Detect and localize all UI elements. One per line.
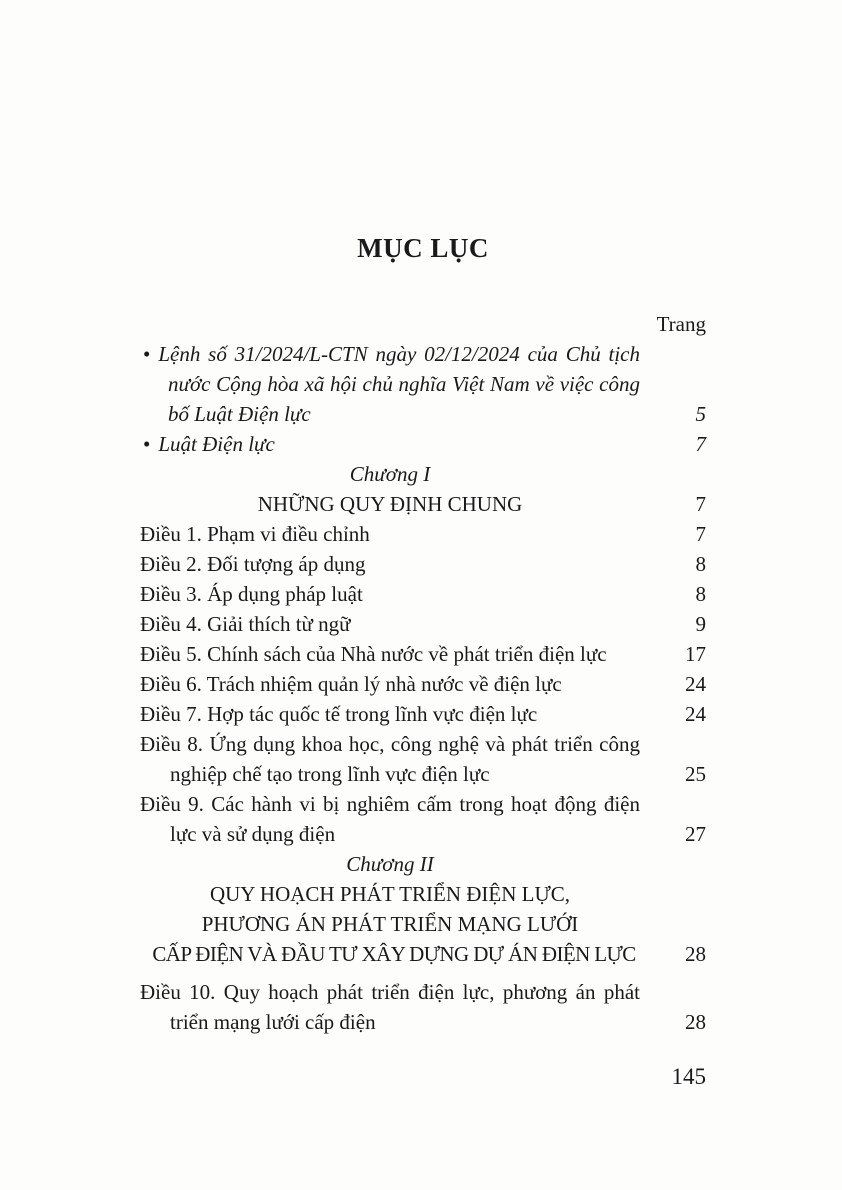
toc-entry <box>140 609 706 639</box>
toc-entry-label: Luật Điện lực <box>158 432 275 456</box>
toc-entry <box>140 429 706 459</box>
toc-entry-page: 24 <box>685 702 706 726</box>
bullet-marker: • <box>143 342 151 366</box>
toc-entry <box>140 339 706 429</box>
toc-entry-text <box>140 339 640 429</box>
footer-page-number: 145 <box>671 1064 706 1089</box>
toc-entry-page: 8 <box>695 582 706 606</box>
toc-entry-text: PHƯƠNG ÁN PHÁT TRIỂN MẠNG LƯỚI <box>201 912 579 936</box>
toc-entry-page: 25 <box>685 762 706 786</box>
toc-chapter-title <box>140 939 706 969</box>
page-title: MỤC LỤC <box>357 233 489 263</box>
toc-entry-text: Điều 8. Ứng dụng khoa học, công nghệ và phát triển công nghiệp chế tạo trong lĩnh vực điện lực <box>140 732 640 786</box>
toc-entry-text: CẤP ĐIỆN VÀ ĐẦU TƯ XÂY DỰNG DỰ ÁN ĐIỆN LỰC <box>152 942 636 966</box>
toc-entry-label: Lệnh số 31/2024/L-CTN ngày 02/12/2024 của Chủ tịch nước Cộng hòa xã hội chủ nghĩa Việt Nam về việc công bố Luật Điện lực <box>158 342 640 426</box>
toc-chapter-title <box>140 489 706 519</box>
toc-entry-page: 9 <box>695 612 706 636</box>
toc-entry-text <box>140 429 640 459</box>
toc-entry-page: 8 <box>695 552 706 576</box>
toc-entry-page: 24 <box>685 672 706 696</box>
toc-entry-text: QUY HOẠCH PHÁT TRIỂN ĐIỆN LỰC, <box>209 882 571 906</box>
toc-entry <box>140 579 706 609</box>
toc-entry <box>140 639 706 669</box>
toc-entry-page: 27 <box>685 822 706 846</box>
toc-entry <box>140 549 706 579</box>
toc-content <box>140 233 706 1037</box>
toc-entry-text: Điều 2. Đối tượng áp dụng <box>140 552 366 576</box>
toc-entry-text: Chương II <box>346 852 434 876</box>
bullet-marker: • <box>143 432 151 456</box>
toc-entry-page: 17 <box>685 642 706 666</box>
toc-entry-text: Điều 5. Chính sách của Nhà nước về phát triển điện lực <box>140 642 607 666</box>
toc-entry-text: Điều 6. Trách nhiệm quản lý nhà nước về điện lực <box>140 672 562 696</box>
toc-entry <box>140 977 706 1037</box>
toc-entry-text: Điều 9. Các hành vi bị nghiêm cấm trong hoạt động điện lực và sử dụng điện <box>140 792 640 846</box>
toc-entry-text: Chương I <box>349 462 431 486</box>
toc-entry-text: Điều 10. Quy hoạch phát triển điện lực, phương án phát triển mạng lưới cấp điện <box>140 980 640 1034</box>
toc-chapter-label <box>140 459 706 489</box>
toc-entry-text: Điều 7. Hợp tác quốc tế trong lĩnh vực điện lực <box>140 702 538 726</box>
toc-list <box>140 339 706 1037</box>
toc-chapter-title <box>140 879 706 909</box>
toc-entry <box>140 729 706 789</box>
toc-entry <box>140 669 706 699</box>
page-column-header: Trang <box>656 312 706 336</box>
toc-chapter-label <box>140 849 706 879</box>
toc-entry <box>140 789 706 849</box>
toc-entry-page: 28 <box>685 942 706 966</box>
toc-entry-page: 5 <box>695 402 706 426</box>
toc-entry-page: 28 <box>685 1010 706 1034</box>
toc-entry-page: 7 <box>695 492 706 516</box>
toc-entry-page: 7 <box>695 432 706 456</box>
toc-entry-page: 7 <box>695 522 706 546</box>
toc-entry-text: Điều 4. Giải thích từ ngữ <box>140 612 351 636</box>
toc-entry-text: Điều 3. Áp dụng pháp luật <box>140 582 363 606</box>
toc-entry-text: Điều 1. Phạm vi điều chỉnh <box>140 522 370 546</box>
toc-chapter-title <box>140 909 706 939</box>
toc-entry <box>140 699 706 729</box>
toc-entry-text: NHỮNG QUY ĐỊNH CHUNG <box>257 492 523 516</box>
toc-entry <box>140 519 706 549</box>
